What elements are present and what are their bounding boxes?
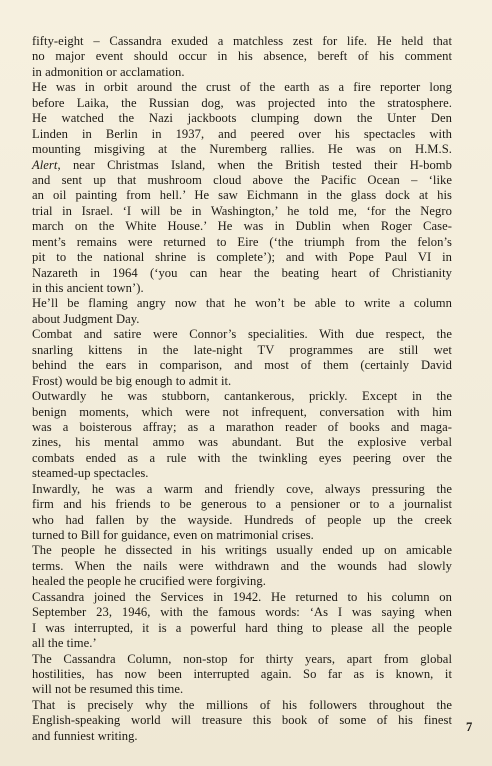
text-line-italic-start: Alert, near Christmas Island, when the British tested their H-bomb <box>32 157 452 172</box>
text-line: He’ll be flaming angry now that he won’t be able to write a column <box>32 296 452 311</box>
paragraph <box>32 590 452 652</box>
text-line: all the time.’ <box>32 636 97 651</box>
text-line: fifty-eight – Cassandra exuded a matchless zest for life. He held that <box>32 34 452 48</box>
text-line: Linden in Berlin in 1937, and peered over his spectacles with <box>32 126 452 141</box>
paragraph <box>32 327 452 389</box>
text-line: before Laika, the Russian dog, was projected into the stratosphere. <box>32 95 452 110</box>
text-line: ment’s remains were returned to Eire (‘the triumph from the felon’s <box>32 234 452 249</box>
paragraph <box>32 698 452 744</box>
text-line: was a boisterous affray; as a marathon reader of books and maga- <box>32 419 452 434</box>
text-line: trial in Israel. ‘I will be in Washington,’ he told me, ‘for the Negro <box>32 203 452 218</box>
text-line: turned to Bill for guidance, even on matrimonial crises. <box>32 528 314 542</box>
paragraph <box>32 80 452 296</box>
text-line: pit to the national shrine is complete’); and with Pope Paul VI in <box>32 250 452 265</box>
text-line: He was in orbit around the crust of the earth as a fire reporter long <box>32 80 452 95</box>
text-line: who had fallen by the wayside. Hundreds of people up the creek <box>32 512 452 527</box>
text-line: Combat and satire were Connor’s specialities. With due respect, the <box>32 327 452 342</box>
text-line: The people he dissected in his writings usually ended up on amicable <box>32 543 452 558</box>
text-line: Outwardly he was stubborn, cantankerous, prickly. Except in the <box>32 389 452 404</box>
paragraph <box>32 543 452 589</box>
text-line: no major event should occur in his absence, bereft of his comment <box>32 49 452 64</box>
paragraph <box>32 389 452 482</box>
text-line: behind the ears in comparison, and most of them (certainly David <box>32 358 452 373</box>
text-line: terms. When the nails were withdrawn and the wounds had slowly <box>32 558 452 573</box>
text-line: zines, his mental ammo was abundant. But the explosive verbal <box>32 435 452 450</box>
paragraph <box>32 652 452 698</box>
text-line: The Cassandra Column, non-stop for thirty years, apart from global <box>32 651 452 666</box>
text-line: firm and his friends to be generous to a pensioner or to a journalist <box>32 497 452 512</box>
text-line: and funniest writing. <box>32 728 138 743</box>
text-line: That is precisely why the millions of his followers throughout the <box>32 697 452 712</box>
text-line: I was interrupted, it is a powerful hard thing to please all the people <box>32 620 452 635</box>
body-text <box>32 34 452 744</box>
text-line: Inwardly, he was a warm and friendly cove, always pressuring the <box>32 481 452 496</box>
paragraph <box>32 482 452 544</box>
text-line: about Judgment Day. <box>32 311 140 326</box>
text-line: mounting misgiving at the Nuremberg rallies. He was on H.M.S. <box>32 142 452 157</box>
text-line: Frost) would be big enough to admit it. <box>32 373 232 388</box>
paragraph <box>32 296 452 327</box>
text-line: and sent up that mushroom cloud above the Pacific Ocean – ‘like <box>32 172 452 187</box>
text-line: healed the people he crucified were forgiving. <box>32 574 266 589</box>
text-line: march on the White House.’ He was in Dublin when Roger Case- <box>32 219 452 234</box>
paragraph <box>32 34 452 80</box>
text-line: in this ancient town’). <box>32 281 144 295</box>
text-line: an oil painting from hell.’ He saw Eichmann in the glass dock at his <box>32 188 452 203</box>
text-line: benign moments, which were not infrequent, conversation with him <box>32 404 452 419</box>
text-line: hostilities, has now been interrupted again. So far as is known, it <box>32 666 452 681</box>
text-line: will not be resumed this time. <box>32 682 184 697</box>
text-line: September 23, 1946, with the famous words: ‘As I was saying when <box>32 605 452 620</box>
text-line: He watched the Nazi jackboots clumping down the Unter Den <box>32 111 452 126</box>
text-line: Cassandra joined the Services in 1942. He returned to his column on <box>32 589 452 604</box>
text-line: Nazareth in 1964 (‘you can hear the beating heart of Christianity <box>32 265 452 280</box>
text-line: steamed-up spectacles. <box>32 466 149 481</box>
text-line: combats ended as a rule with the twinkling eyes peering over the <box>32 450 452 465</box>
text-line: snarling kittens in the late-night TV programmes are still wet <box>32 342 452 357</box>
text-line: in admonition or acclamation. <box>32 64 185 79</box>
text-line: English-speaking world will treasure this book of some of his finest <box>32 713 452 728</box>
page-number: 7 <box>466 720 473 734</box>
